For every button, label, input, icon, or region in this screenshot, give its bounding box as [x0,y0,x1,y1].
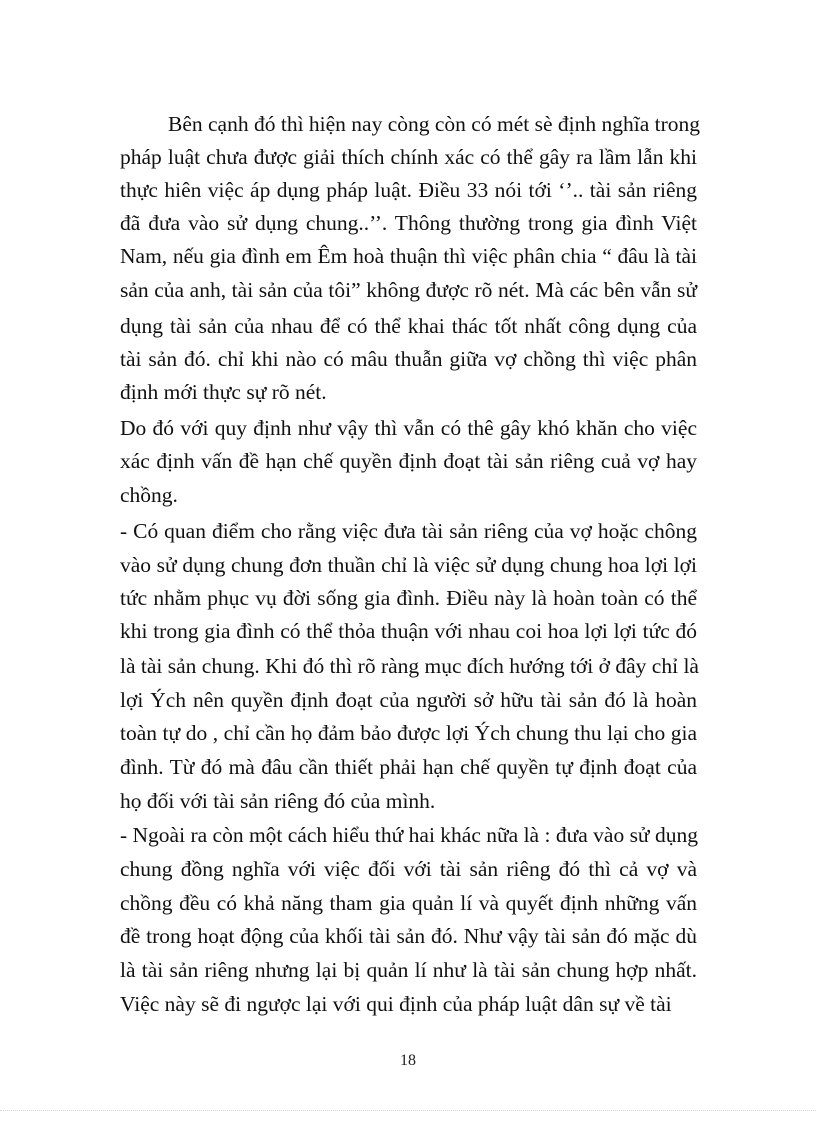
text-line: dụng tài sản của nhau để có thể khai thác tốt nhất công dụng của [120,314,697,338]
page-bottom-divider [0,1110,816,1111]
text-line: chung đồng nghĩa với việc đối với tài sản riêng đó thì cả vợ và [120,857,697,881]
text-line: đề trong hoạt động của khối tài sản đó. Như vậy tài sản đó mặc dù [120,924,697,948]
text-line: là tài sản chung. Khi đó thì rõ ràng mục đích hướng tới ở đây chỉ là [120,654,699,678]
text-line: Do đó với quy định như vậy thì vẫn có thê gây khó khăn cho việc [120,416,697,440]
text-line: định mới thực sự rõ nét. [120,380,327,404]
text-line: Bên cạnh đó thì hiện nay còng còn có mét sè định nghĩa trong [168,112,700,136]
text-line: họ đối với tài sản riêng đó của mình. [120,789,436,813]
text-line: Việc này sẽ đi ngược lại với qui định của pháp luật dân sự về tài [120,992,672,1016]
text-line: khi trong gia đình có thể thỏa thuận với nhau coi hoa lợi lợi tức đó [120,619,697,643]
text-line: - Có quan điểm cho rằng việc đưa tài sản riêng của vợ hoặc chông [120,519,697,543]
text-line: Nam, nếu gia đình em Êm hoà thuận thì việc phân chia “ đâu là tài [120,244,697,268]
text-line: là tài sản riêng nhưng lại bị quản lí như là tài sản chung hợp nhất. [120,958,697,982]
page-number: 18 [400,1052,416,1069]
text-line: xác định vấn đề hạn chế quyền định đoạt tài sản riêng cuả vợ hay [120,449,697,473]
text-line: sản của anh, tài sản của tôi” không được rõ nét. Mà các bên vẫn sử [120,278,697,302]
text-line: thực hiên việc áp dụng pháp luật. Điều 33 nói tới ‘’.. tài sản riêng [120,178,697,202]
text-line: vào sử dụng chung đơn thuần chỉ là việc sử dụng chung hoa lợi lợi [120,553,697,577]
text-line: pháp luật chưa được giải thích chính xác có thể gây ra lầm lẫn khi [120,145,697,169]
text-line: toàn tự do , chỉ cần họ đảm bảo được lợi Ých chung thu lại cho gia [120,721,697,745]
text-line: đình. Từ đó mà đâu cần thiết phải hạn chế quyền tự định đoạt của [120,755,697,779]
text-line: chồng. [120,483,178,507]
text-line: tài sản đó. chỉ khi nào có mâu thuẫn giữa vợ chồng thì việc phân [120,347,697,371]
text-line: chồng đều có khả năng tham gia quản lí và quyết định những vấn [120,891,697,915]
text-line: tức nhằm phục vụ đời sống gia đình. Điều này là hoàn toàn có thể [120,586,697,610]
text-line: đã đưa vào sử dụng chung..’’. Thông thường trong gia đình Việt [120,211,697,235]
text-line: lợi Ých nên quyền định đoạt của người sở hữu tài sản đó là hoàn [120,688,697,712]
text-line: - Ngoài ra còn một cách hiểu thứ hai khác nữa là : đưa vào sử dụng [120,823,698,847]
